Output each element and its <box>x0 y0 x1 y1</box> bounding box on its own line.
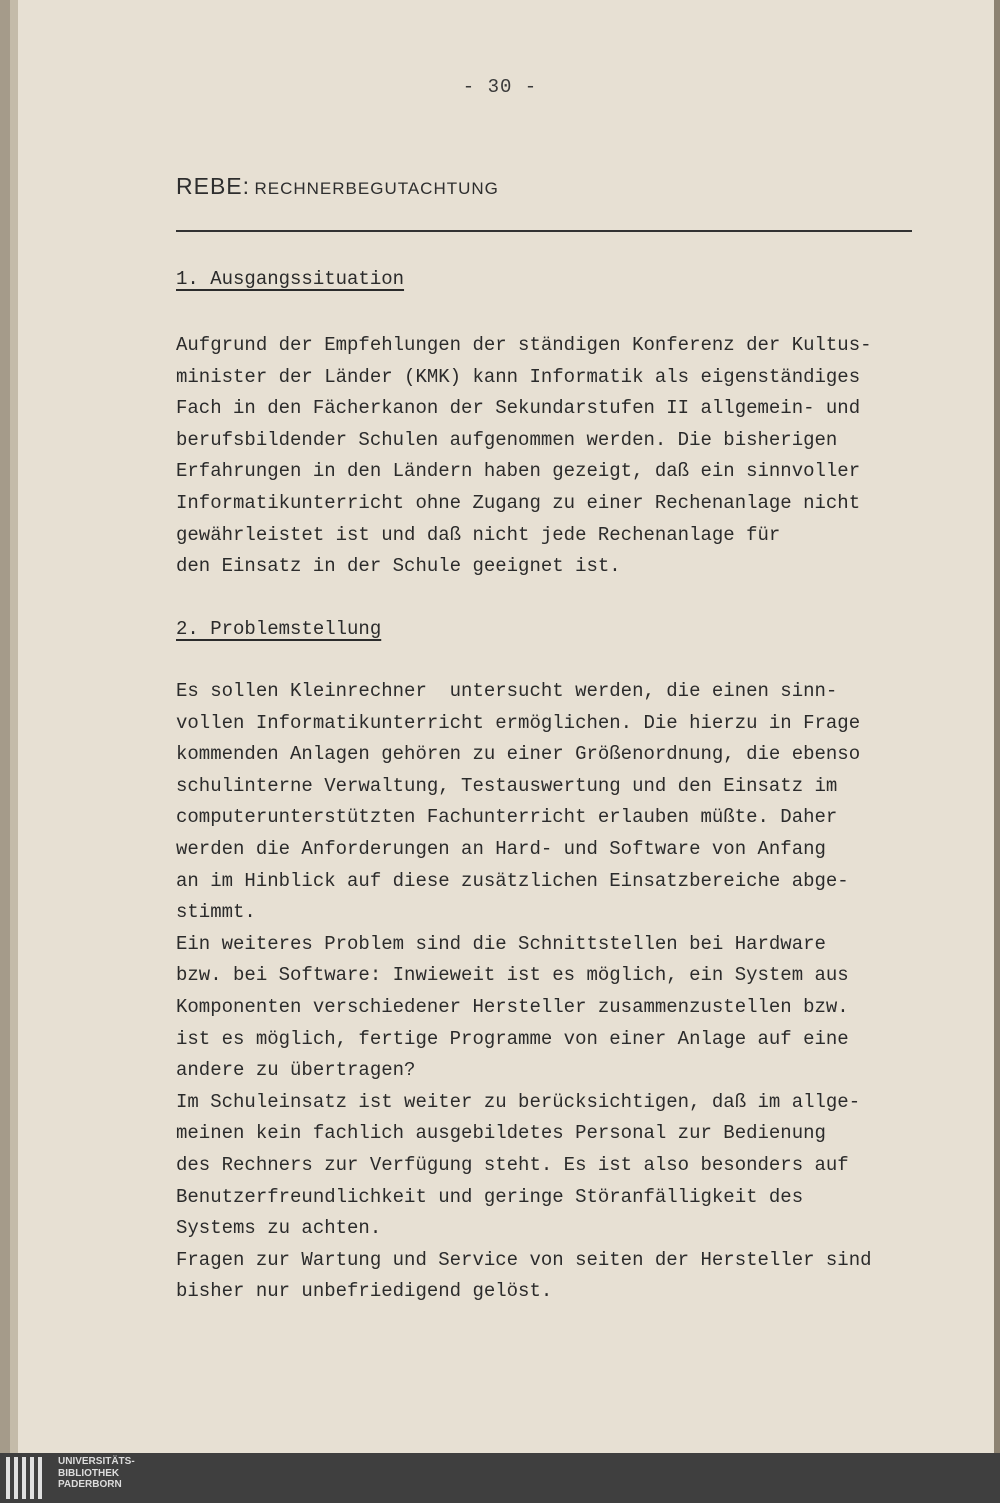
section-2-paragraph <box>176 676 966 1308</box>
title-rule <box>176 230 912 232</box>
text-line: Informatikunterricht ohne Zugang zu einer Rechenanlage nicht <box>176 491 861 514</box>
text-line: minister der Länder (KMK) kann Informatik als eigenständiges <box>176 365 861 388</box>
logo-line: PADERBORN <box>58 1479 122 1490</box>
book-gutter-shadow <box>10 0 18 1453</box>
library-logo-icon <box>4 1457 46 1499</box>
text-line: Es sollen Kleinrechner untersucht werden, die einen sinn- <box>176 680 838 702</box>
text-line: des Rechners zur Verfügung steht. Es ist also besonders auf <box>176 1153 849 1176</box>
text-line: Im Schuleinsatz ist weiter zu berücksichtigen, daß im allge- <box>176 1090 861 1113</box>
title-text: RECHNERBEGUTACHTUNG <box>254 179 499 198</box>
document-title <box>176 173 499 200</box>
logo-line: UNIVERSITÄTS- <box>58 1456 135 1467</box>
logo-line: BIBLIOTHEK <box>58 1467 120 1479</box>
text-line: Benutzerfreundlichkeit und geringe Störanfälligkeit des <box>176 1185 804 1208</box>
library-logo-text <box>58 1456 135 1491</box>
text-line: andere zu übertragen? <box>176 1059 416 1082</box>
text-line: vollen Informatikunterricht ermöglichen. Die hierzu in Frage <box>176 711 861 734</box>
text-line: Erfahrungen in den Ländern haben gezeigt, daß ein sinnvoller <box>176 460 861 483</box>
section-1-paragraph <box>176 330 966 583</box>
text-line: ist es möglich, fertige Programme von einer Anlage auf eine <box>176 1027 849 1050</box>
page-number: - 30 - <box>462 76 538 98</box>
text-line: kommenden Anlagen gehören zu einer Größenordnung, die ebenso <box>176 743 861 766</box>
text-line: schulinterne Verwaltung, Testauswertung und den Einsatz im <box>176 774 838 797</box>
text-line: Fach in den Fächerkanon der Sekundarstufen II allgemein- und <box>176 397 861 420</box>
text-line: meinen kein fachlich ausgebildetes Personal zur Bedienung <box>176 1122 826 1145</box>
text-line: Systems zu achten. <box>176 1217 382 1240</box>
text-line: computerunterstützten Fachunterricht erlauben müßte. Daher <box>176 806 838 829</box>
page-edge <box>994 0 1000 1453</box>
text-line: werden die Anforderungen an Hard- und Software von Anfang <box>176 837 826 860</box>
title-acronym: REBE: <box>176 173 251 199</box>
text-line: berufsbildender Schulen aufgenommen werden. Die bisherigen <box>176 428 838 451</box>
text-line: stimmt. <box>176 901 256 924</box>
text-line: Komponenten verschiedener Hersteller zusammenzustellen bzw. <box>176 995 849 1018</box>
text-line: den Einsatz in der Schule geeignet ist. <box>176 555 621 578</box>
library-logo-bar <box>0 1453 1000 1503</box>
text-line: bzw. bei Software: Inwieweit ist es möglich, ein System aus <box>176 964 849 987</box>
text-line: an im Hinblick auf diese zusätzlichen Einsatzbereiche abge- <box>176 869 849 892</box>
section-heading-1: 1. Ausgangssituation <box>176 268 405 290</box>
text-line: Ein weiteres Problem sind die Schnittstellen bei Hardware <box>176 932 826 955</box>
text-line: Fragen zur Wartung und Service von seiten der Hersteller sind <box>176 1248 872 1271</box>
section-heading-2: 2. Problemstellung <box>176 618 382 640</box>
text-line: bisher nur unbefriedigend gelöst. <box>176 1280 553 1303</box>
text-line: Aufgrund der Empfehlungen der ständigen Konferenz der Kultus- <box>176 334 872 356</box>
text-line: gewährleistet ist und daß nicht jede Rechenanlage für <box>176 523 781 546</box>
book-gutter <box>0 0 10 1453</box>
